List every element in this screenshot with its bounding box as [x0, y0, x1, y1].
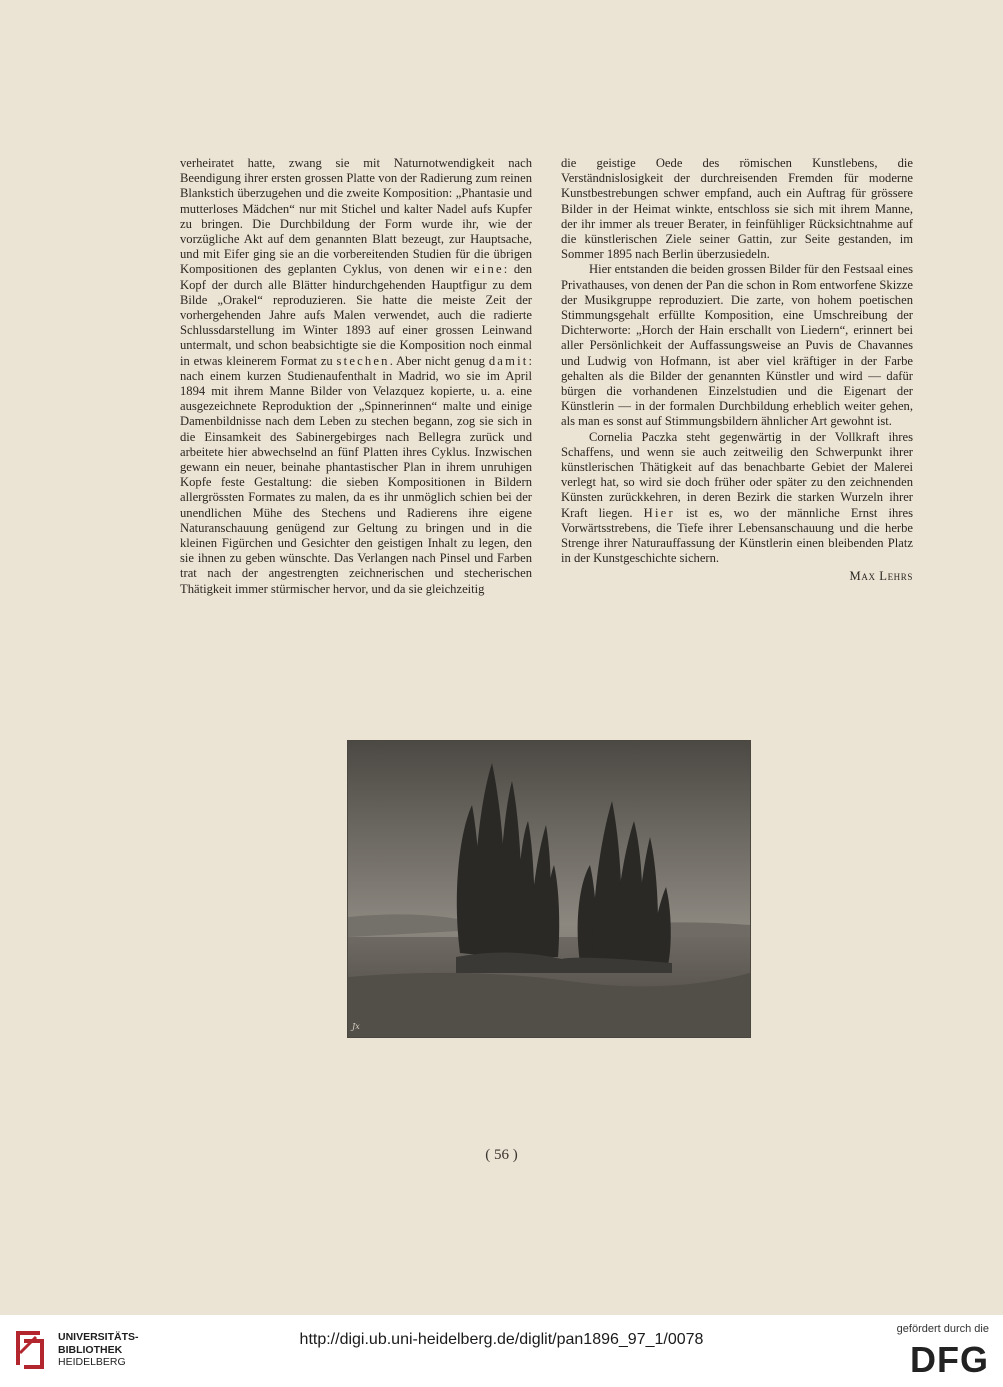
dfg-logo-icon: DFG	[910, 1339, 989, 1380]
funding-label: gefördert durch die	[896, 1323, 989, 1335]
permalink-url[interactable]: http://digi.ub.uni-heidelberg.de/diglit/pan1896_97_1/0078	[299, 1331, 704, 1348]
library-name: UNIVERSITÄTS- BIBLIOTHEK HEIDELBERG	[58, 1331, 139, 1368]
text-column-right	[561, 156, 913, 585]
viewer-footer	[0, 1315, 1003, 1387]
page-number: ( 56 )	[485, 1147, 518, 1163]
paragraph: die geistige Oede des römischen Kunstlebens, die Verständnislosigkeit der durchreisenden Fremden für moderne Kunstbestrebungen schwer empfand, auch ein Auftrag für grössere Bilder in der Heimat winkte, entschloss sie sich mit ihrem Manne, der ihr immer als treuer Berater, in feinfühliger Rücksichtnahme auf die künstlerischen Ziele seiner Gattin, zur Seite gestanden, im Sommer 1895 nach Berlin überzusiedeln.	[561, 156, 913, 262]
author-signature: Max Lehrs	[849, 569, 913, 584]
text-column-left	[180, 156, 532, 597]
cypress-illustration	[348, 741, 750, 1037]
paragraph: Hier entstanden die beiden grossen Bilder für den Festsaal eines Privathauses, von denen der Pan die schon in Rom entworfene Skizze der Musikgruppe reproduziert. Die zarte, von hohem poetischen Stimmungsgehalt erfüllte Komposition, eine Umschreibung der Dichterworte: „Horch der Hain erschallt von Liedern“, erinnert bei aller Persönlichkeit der Auffassungsweise an Puvis de Chavannes und Ludwig von Hofmann, ist aber viel kräftiger in der Farbe gehalten als die Bilder der genannten Künstler und wird — dafür bürgen die vorhandenen Einzelstudien und die Eigenart der Künstlerin — in der formalen Durchbildung erheblich weiter gehen, als man es sonst auf Stimmungsbildern ähnlicher Art gewohnt ist.	[561, 262, 913, 429]
emphasized-word: eine	[473, 262, 504, 277]
emphasized-word: Hier	[643, 505, 675, 520]
emphasized-word: stechen	[336, 353, 390, 368]
artist-monogram: Jx	[352, 1022, 360, 1031]
paragraph: verheiratet hatte, zwang sie mit Naturnotwendigkeit nach Beendigung ihrer ersten grossen Platte von der Radierung zum reinen Blankstich überzugehen und die zweite Komposition: „Phantasie und mutterloses Mädchen“ nur mit Stichel und kalter Nadel aufs Kupfer zu bringen. Die Durchbildung der Form wurde ihr, wie der vorzügliche Akt auf dem genannten Blatt bezeugt, zur Hauptsache, und mit Eifer ging sie an die vorbereitenden Studien für die übrigen Kompositionen des geplanten Cyklus, von denen wir eine: den Kopf der durch alle Blätter hindurchgehenden Hauptfigur zu dem Bilde „Orakel“ reproduzieren. Sie hatte die meiste Zeit der vorhergehenden Jahre aufs Malen verwendet, auch die radierte Schlussdarstellung im Winter 1893 auf einer grossen Leinwand untermalt, und schon beabsichtigte sie die Komposition noch einmal in etwas kleinerem Format zu stechen. Aber nicht genug damit: nach einem kurzen Studienaufenthalt in Madrid, wo sie im April 1894 mit ihrem Manne Bilder von Velazquez kopierte, u. a. eine ausgezeichnete Reproduktion der „Spinnerinnen“ malte und einige Damenbildnisse nach dem Leben zu stechen begann, zog sie sich in die Einsamkeit des Sabinergebirges nach Bellegra zurück und arbeitete hier abwechselnd an fünf Platten ihres Cyklus. Inzwischen gewann ein neuer, beinahe phantastischer Plan in ihrem unruhigen Kopfe feste Gestaltung: die sieben Kompositionen in Bildern allergrössten Formates zu malen, da es ihr unmöglich schien bei der unendlichen Mühe des Stechens und Radierens ihre eigene Naturanschauung genügend zur Geltung zu bringen und in die kleinen Figürchen und Gesichter den geistigen Inhalt zu legen, den sie ihnen zu geben wünschte. Das Verlangen nach Pinsel und Farben trat nach der angestrengten zeichnerischen und stecherischen Thätigkeit immer stürmischer hervor, und da sie gleichzeitig	[180, 156, 532, 596]
emphasized-word: damit	[488, 353, 529, 368]
paragraph: Cornelia Paczka steht gegenwärtig in der Vollkraft ihres Schaffens, und wenn sie auch zeitweilig den Schwerpunkt ihrer künstlerischen Thätigkeit auf das benachbarte Gebiet der Malerei verlegt hat, so wird sie doch früher oder später zu den zeichnenden Künsten zurückkehren, in deren Bezirk die starken Wurzeln ihrer Kraft liegen. Hier ist es, wo der männliche Ernst ihres Vorwärtsstrebens, die Tiefe ihrer Lebensanschauung und die herbe Strenge ihrer Naturauffassung der Künstlerin einen bleibenden Platz in der Kunstgeschichte sichern.	[561, 429, 913, 566]
illustration-graphic	[348, 741, 750, 1037]
